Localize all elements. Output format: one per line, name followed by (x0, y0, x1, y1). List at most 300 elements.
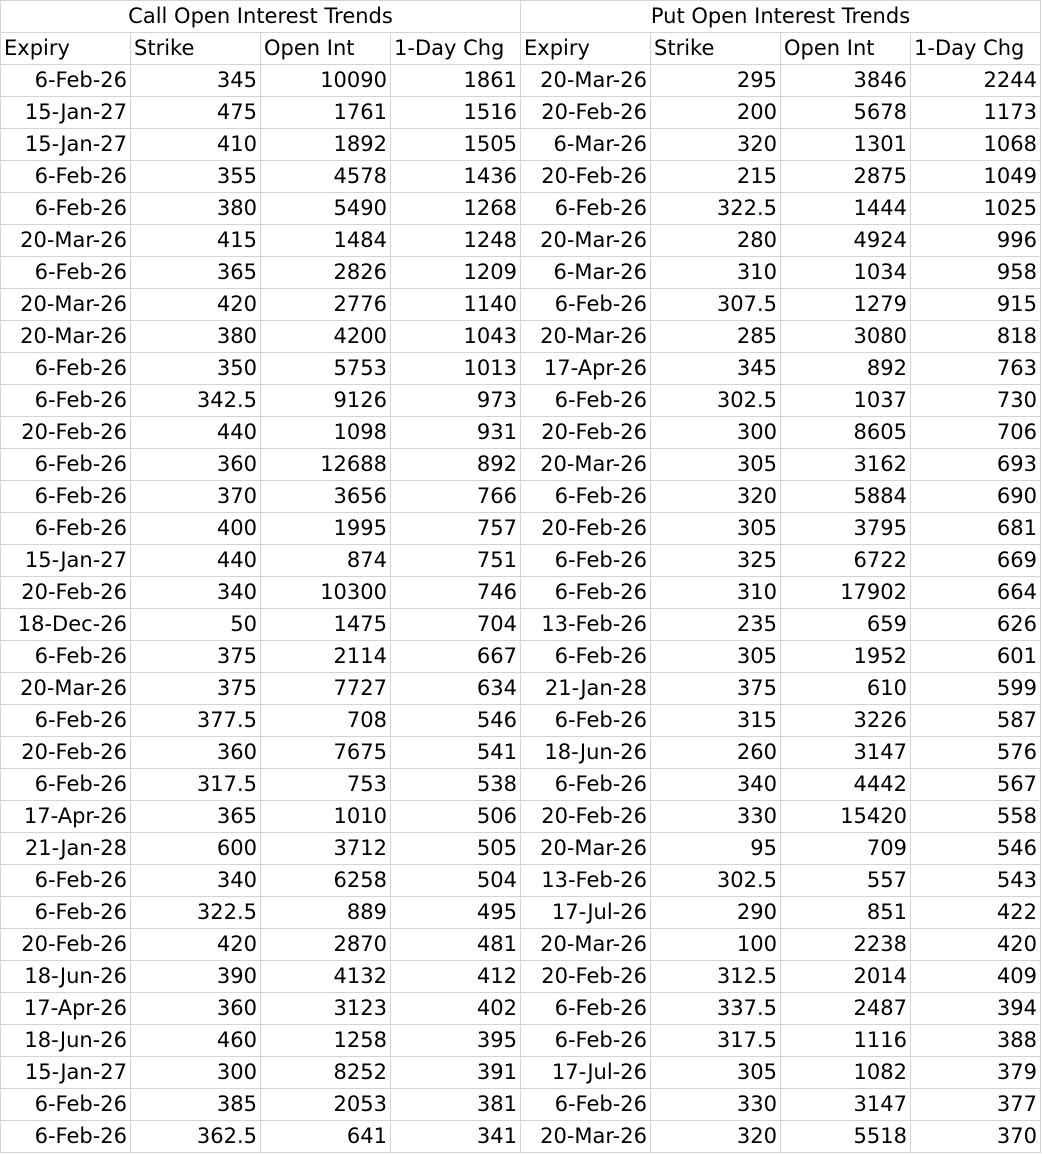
put-expiry-cell[interactable]: 6-Feb-26 (521, 641, 651, 673)
put-open-int-cell[interactable]: 8605 (781, 417, 911, 449)
call-open-int-cell[interactable]: 1484 (261, 225, 391, 257)
call-strike-cell[interactable]: 370 (131, 481, 261, 513)
put-expiry-cell[interactable]: 17-Jul-26 (521, 897, 651, 929)
table-row (1, 449, 1041, 481)
put-1-day-chg-cell[interactable]: 1049 (911, 161, 1041, 193)
header-row (1, 33, 1041, 65)
call-open-int-cell[interactable]: 4578 (261, 161, 391, 193)
call-open-int-cell[interactable]: 5753 (261, 353, 391, 385)
call-1-day-chg-cell[interactable]: 973 (391, 385, 521, 417)
call-open-int-cell[interactable]: 3123 (261, 993, 391, 1025)
put-strike-cell[interactable]: 337.5 (651, 993, 781, 1025)
put-strike-cell[interactable]: 305 (651, 641, 781, 673)
put-strike-cell[interactable]: 260 (651, 737, 781, 769)
call-strike-cell[interactable]: 355 (131, 161, 261, 193)
call-open-int-cell[interactable]: 889 (261, 897, 391, 929)
call-strike-cell[interactable]: 350 (131, 353, 261, 385)
call-expiry-cell[interactable]: 6-Feb-26 (1, 1121, 131, 1153)
call-open-int-cell[interactable]: 1995 (261, 513, 391, 545)
call-1-day-chg-cell[interactable]: 538 (391, 769, 521, 801)
call-expiry-cell[interactable]: 15-Jan-27 (1, 97, 131, 129)
put-strike-cell[interactable]: 302.5 (651, 385, 781, 417)
call-strike-cell[interactable]: 420 (131, 929, 261, 961)
call-expiry-cell[interactable]: 6-Feb-26 (1, 513, 131, 545)
put-expiry-cell[interactable]: 20-Feb-26 (521, 961, 651, 993)
call-open-int-cell[interactable]: 1475 (261, 609, 391, 641)
call-open-int-cell[interactable]: 6258 (261, 865, 391, 897)
put-open-int-cell[interactable]: 1444 (781, 193, 911, 225)
call-1-day-chg-cell[interactable]: 704 (391, 609, 521, 641)
put-expiry-cell[interactable]: 20-Feb-26 (521, 97, 651, 129)
put-strike-cell[interactable]: 305 (651, 449, 781, 481)
call-strike-cell[interactable]: 342.5 (131, 385, 261, 417)
put-1-day-chg-cell[interactable]: 576 (911, 737, 1041, 769)
put-expiry-cell[interactable]: 6-Feb-26 (521, 993, 651, 1025)
put-strike-cell[interactable]: 320 (651, 481, 781, 513)
call-open-int-cell[interactable]: 8252 (261, 1057, 391, 1089)
put-expiry-cell[interactable]: 13-Feb-26 (521, 865, 651, 897)
call-strike-cell[interactable]: 300 (131, 1057, 261, 1089)
put-1-day-chg-cell[interactable]: 388 (911, 1025, 1041, 1057)
call-strike-cell[interactable]: 390 (131, 961, 261, 993)
put-open-int-cell[interactable]: 1037 (781, 385, 911, 417)
put-1-day-chg-cell[interactable]: 915 (911, 289, 1041, 321)
put-open-int-cell[interactable]: 3846 (781, 65, 911, 97)
put-open-int-cell[interactable]: 3226 (781, 705, 911, 737)
call-1-day-chg-cell[interactable]: 506 (391, 801, 521, 833)
call-expiry-cell[interactable]: 6-Feb-26 (1, 865, 131, 897)
put-open-int-cell[interactable]: 557 (781, 865, 911, 897)
call-strike-cell[interactable]: 50 (131, 609, 261, 641)
call-open-int-cell[interactable]: 1892 (261, 129, 391, 161)
put-strike-cell[interactable]: 290 (651, 897, 781, 929)
put-1-day-chg-cell[interactable]: 818 (911, 321, 1041, 353)
call-expiry-cell[interactable]: 15-Jan-27 (1, 545, 131, 577)
put-open-int-cell[interactable]: 1116 (781, 1025, 911, 1057)
call-open-int-cell[interactable]: 874 (261, 545, 391, 577)
call-expiry-cell[interactable]: 18-Dec-26 (1, 609, 131, 641)
put-strike-cell[interactable]: 320 (651, 1121, 781, 1153)
call-open-int-header[interactable]: Open Int (261, 33, 391, 65)
call-open-int-cell[interactable]: 1098 (261, 417, 391, 449)
call-expiry-cell[interactable]: 20-Feb-26 (1, 929, 131, 961)
call-strike-header[interactable]: Strike (131, 33, 261, 65)
put-expiry-cell[interactable]: 20-Mar-26 (521, 65, 651, 97)
call-expiry-cell[interactable]: 18-Jun-26 (1, 961, 131, 993)
call-strike-cell[interactable]: 340 (131, 865, 261, 897)
table-row (1, 481, 1041, 513)
call-1-day-chg-cell[interactable]: 667 (391, 641, 521, 673)
put-open-int-cell[interactable]: 5518 (781, 1121, 911, 1153)
put-1-day-chg-cell[interactable]: 763 (911, 353, 1041, 385)
call-strike-cell[interactable]: 460 (131, 1025, 261, 1057)
put-open-int-cell[interactable]: 610 (781, 673, 911, 705)
call-expiry-cell[interactable]: 6-Feb-26 (1, 161, 131, 193)
call-1-day-chg-cell[interactable]: 541 (391, 737, 521, 769)
put-strike-cell[interactable]: 300 (651, 417, 781, 449)
table-row (1, 513, 1041, 545)
put-expiry-cell[interactable]: 17-Jul-26 (521, 1057, 651, 1089)
table-row (1, 161, 1041, 193)
call-1-day-chg-cell[interactable]: 1248 (391, 225, 521, 257)
put-1-day-chg-cell[interactable]: 546 (911, 833, 1041, 865)
put-strike-cell[interactable]: 100 (651, 929, 781, 961)
table-row (1, 929, 1041, 961)
call-1-day-chg-cell[interactable]: 504 (391, 865, 521, 897)
put-open-int-cell[interactable]: 15420 (781, 801, 911, 833)
call-strike-cell[interactable]: 340 (131, 577, 261, 609)
put-1-day-chg-cell[interactable]: 996 (911, 225, 1041, 257)
put-open-int-cell[interactable]: 5678 (781, 97, 911, 129)
call-strike-cell[interactable]: 360 (131, 993, 261, 1025)
put-1-day-chg-cell[interactable]: 567 (911, 769, 1041, 801)
call-open-int-cell[interactable]: 753 (261, 769, 391, 801)
put-strike-cell[interactable]: 330 (651, 1089, 781, 1121)
call-expiry-cell[interactable]: 20-Mar-26 (1, 289, 131, 321)
call-open-int-cell[interactable]: 12688 (261, 449, 391, 481)
put-open-int-cell[interactable]: 1952 (781, 641, 911, 673)
put-expiry-cell[interactable]: 20-Feb-26 (521, 801, 651, 833)
call-expiry-cell[interactable]: 20-Feb-26 (1, 737, 131, 769)
call-open-int-cell[interactable]: 1258 (261, 1025, 391, 1057)
put-strike-cell[interactable]: 325 (651, 545, 781, 577)
call-open-int-cell[interactable]: 2826 (261, 257, 391, 289)
put-1-day-chg-cell[interactable]: 377 (911, 1089, 1041, 1121)
call-strike-cell[interactable]: 375 (131, 673, 261, 705)
call-expiry-header[interactable]: Expiry (1, 33, 131, 65)
table-row (1, 673, 1041, 705)
put-1-day-chg-header[interactable]: 1-Day Chg (911, 33, 1041, 65)
put-expiry-cell[interactable]: 20-Mar-26 (521, 449, 651, 481)
put-strike-cell[interactable]: 95 (651, 833, 781, 865)
put-1-day-chg-cell[interactable]: 1025 (911, 193, 1041, 225)
call-strike-cell[interactable]: 345 (131, 65, 261, 97)
put-1-day-chg-cell[interactable]: 669 (911, 545, 1041, 577)
call-strike-cell[interactable]: 360 (131, 737, 261, 769)
call-strike-cell[interactable]: 420 (131, 289, 261, 321)
put-section-title[interactable]: Put Open Interest Trends (521, 1, 1041, 33)
call-open-int-cell[interactable]: 1010 (261, 801, 391, 833)
put-1-day-chg-cell[interactable]: 681 (911, 513, 1041, 545)
put-1-day-chg-cell[interactable]: 370 (911, 1121, 1041, 1153)
put-1-day-chg-cell[interactable]: 409 (911, 961, 1041, 993)
call-strike-cell[interactable]: 475 (131, 97, 261, 129)
put-strike-cell[interactable]: 295 (651, 65, 781, 97)
put-1-day-chg-cell[interactable]: 690 (911, 481, 1041, 513)
put-strike-header[interactable]: Strike (651, 33, 781, 65)
call-expiry-cell[interactable]: 6-Feb-26 (1, 353, 131, 385)
put-expiry-cell[interactable]: 20-Feb-26 (521, 513, 651, 545)
put-open-int-cell[interactable]: 17902 (781, 577, 911, 609)
call-strike-cell[interactable]: 385 (131, 1089, 261, 1121)
put-expiry-cell[interactable]: 20-Mar-26 (521, 929, 651, 961)
call-expiry-cell[interactable]: 15-Jan-27 (1, 129, 131, 161)
call-open-int-cell[interactable]: 4200 (261, 321, 391, 353)
call-1-day-chg-cell[interactable]: 402 (391, 993, 521, 1025)
call-1-day-chg-cell[interactable]: 892 (391, 449, 521, 481)
call-strike-cell[interactable]: 362.5 (131, 1121, 261, 1153)
call-expiry-cell[interactable]: 17-Apr-26 (1, 993, 131, 1025)
call-expiry-cell[interactable]: 18-Jun-26 (1, 1025, 131, 1057)
put-1-day-chg-cell[interactable]: 422 (911, 897, 1041, 929)
call-strike-cell[interactable]: 440 (131, 417, 261, 449)
put-1-day-chg-cell[interactable]: 379 (911, 1057, 1041, 1089)
put-open-int-header[interactable]: Open Int (781, 33, 911, 65)
call-strike-cell[interactable]: 410 (131, 129, 261, 161)
call-1-day-chg-cell[interactable]: 766 (391, 481, 521, 513)
call-1-day-chg-cell[interactable]: 381 (391, 1089, 521, 1121)
put-strike-cell[interactable]: 330 (651, 801, 781, 833)
put-expiry-cell[interactable]: 20-Mar-26 (521, 1121, 651, 1153)
put-strike-cell[interactable]: 215 (651, 161, 781, 193)
put-open-int-cell[interactable]: 1082 (781, 1057, 911, 1089)
put-1-day-chg-cell[interactable]: 601 (911, 641, 1041, 673)
call-1-day-chg-cell[interactable]: 931 (391, 417, 521, 449)
call-open-int-cell[interactable]: 3712 (261, 833, 391, 865)
call-strike-cell[interactable]: 317.5 (131, 769, 261, 801)
put-open-int-cell[interactable]: 3795 (781, 513, 911, 545)
call-1-day-chg-cell[interactable]: 341 (391, 1121, 521, 1153)
call-expiry-cell[interactable]: 6-Feb-26 (1, 449, 131, 481)
call-open-int-cell[interactable]: 2114 (261, 641, 391, 673)
put-1-day-chg-cell[interactable]: 2244 (911, 65, 1041, 97)
call-expiry-cell[interactable]: 6-Feb-26 (1, 769, 131, 801)
table-row (1, 129, 1041, 161)
call-1-day-chg-cell[interactable]: 1209 (391, 257, 521, 289)
call-1-day-chg-cell[interactable]: 505 (391, 833, 521, 865)
call-open-int-cell[interactable]: 2776 (261, 289, 391, 321)
call-section-title[interactable]: Call Open Interest Trends (1, 1, 521, 33)
put-expiry-cell[interactable]: 13-Feb-26 (521, 609, 651, 641)
put-strike-cell[interactable]: 320 (651, 129, 781, 161)
put-1-day-chg-cell[interactable]: 1068 (911, 129, 1041, 161)
put-open-int-cell[interactable]: 3080 (781, 321, 911, 353)
call-open-int-cell[interactable]: 7727 (261, 673, 391, 705)
put-strike-cell[interactable]: 340 (651, 769, 781, 801)
table-row (1, 801, 1041, 833)
call-1-day-chg-cell[interactable]: 395 (391, 1025, 521, 1057)
put-open-int-cell[interactable]: 2014 (781, 961, 911, 993)
put-expiry-cell[interactable]: 6-Mar-26 (521, 129, 651, 161)
put-expiry-cell[interactable]: 20-Feb-26 (521, 161, 651, 193)
put-expiry-cell[interactable]: 6-Feb-26 (521, 385, 651, 417)
call-1-day-chg-cell[interactable]: 1013 (391, 353, 521, 385)
call-1-day-chg-cell[interactable]: 1043 (391, 321, 521, 353)
call-expiry-cell[interactable]: 15-Jan-27 (1, 1057, 131, 1089)
put-open-int-cell[interactable]: 6722 (781, 545, 911, 577)
call-strike-cell[interactable]: 365 (131, 257, 261, 289)
put-open-int-cell[interactable]: 659 (781, 609, 911, 641)
put-1-day-chg-cell[interactable]: 706 (911, 417, 1041, 449)
put-expiry-cell[interactable]: 20-Feb-26 (521, 417, 651, 449)
put-1-day-chg-cell[interactable]: 1173 (911, 97, 1041, 129)
put-open-int-cell[interactable]: 3162 (781, 449, 911, 481)
table-row (1, 225, 1041, 257)
put-expiry-cell[interactable]: 18-Jun-26 (521, 737, 651, 769)
call-strike-cell[interactable]: 380 (131, 193, 261, 225)
call-1-day-chg-header[interactable]: 1-Day Chg (391, 33, 521, 65)
put-expiry-cell[interactable]: 6-Feb-26 (521, 705, 651, 737)
put-open-int-cell[interactable]: 1034 (781, 257, 911, 289)
call-open-int-cell[interactable]: 5490 (261, 193, 391, 225)
put-expiry-cell[interactable]: 6-Feb-26 (521, 545, 651, 577)
call-strike-cell[interactable]: 322.5 (131, 897, 261, 929)
put-strike-cell[interactable]: 312.5 (651, 961, 781, 993)
put-strike-cell[interactable]: 285 (651, 321, 781, 353)
call-expiry-cell[interactable]: 20-Mar-26 (1, 321, 131, 353)
call-open-int-cell[interactable]: 4132 (261, 961, 391, 993)
put-open-int-cell[interactable]: 851 (781, 897, 911, 929)
put-expiry-cell[interactable]: 6-Feb-26 (521, 1089, 651, 1121)
put-1-day-chg-cell[interactable]: 664 (911, 577, 1041, 609)
call-open-int-cell[interactable]: 641 (261, 1121, 391, 1153)
put-1-day-chg-cell[interactable]: 587 (911, 705, 1041, 737)
call-strike-cell[interactable]: 600 (131, 833, 261, 865)
put-strike-cell[interactable]: 302.5 (651, 865, 781, 897)
put-1-day-chg-cell[interactable]: 730 (911, 385, 1041, 417)
call-1-day-chg-cell[interactable]: 1268 (391, 193, 521, 225)
call-strike-cell[interactable]: 415 (131, 225, 261, 257)
call-expiry-cell[interactable]: 6-Feb-26 (1, 481, 131, 513)
call-open-int-cell[interactable]: 1761 (261, 97, 391, 129)
call-1-day-chg-cell[interactable]: 746 (391, 577, 521, 609)
put-open-int-cell[interactable]: 2875 (781, 161, 911, 193)
table-row (1, 993, 1041, 1025)
put-strike-cell[interactable]: 310 (651, 577, 781, 609)
table-row (1, 545, 1041, 577)
call-strike-cell[interactable]: 440 (131, 545, 261, 577)
call-expiry-cell[interactable]: 17-Apr-26 (1, 801, 131, 833)
call-1-day-chg-cell[interactable]: 546 (391, 705, 521, 737)
call-strike-cell[interactable]: 360 (131, 449, 261, 481)
table-row (1, 769, 1041, 801)
put-1-day-chg-cell[interactable]: 958 (911, 257, 1041, 289)
call-open-int-cell[interactable]: 2870 (261, 929, 391, 961)
call-expiry-cell[interactable]: 20-Mar-26 (1, 225, 131, 257)
put-open-int-cell[interactable]: 709 (781, 833, 911, 865)
put-open-int-cell[interactable]: 2238 (781, 929, 911, 961)
put-strike-cell[interactable]: 307.5 (651, 289, 781, 321)
put-expiry-cell[interactable]: 6-Mar-26 (521, 257, 651, 289)
put-open-int-cell[interactable]: 3147 (781, 1089, 911, 1121)
call-1-day-chg-cell[interactable]: 391 (391, 1057, 521, 1089)
call-1-day-chg-cell[interactable]: 1140 (391, 289, 521, 321)
call-1-day-chg-cell[interactable]: 1861 (391, 65, 521, 97)
call-strike-cell[interactable]: 377.5 (131, 705, 261, 737)
put-expiry-cell[interactable]: 17-Apr-26 (521, 353, 651, 385)
put-expiry-cell[interactable]: 20-Mar-26 (521, 225, 651, 257)
put-strike-cell[interactable]: 305 (651, 1057, 781, 1089)
put-expiry-cell[interactable]: 6-Feb-26 (521, 193, 651, 225)
call-1-day-chg-cell[interactable]: 751 (391, 545, 521, 577)
call-open-int-cell[interactable]: 10300 (261, 577, 391, 609)
put-strike-cell[interactable]: 310 (651, 257, 781, 289)
call-expiry-cell[interactable]: 6-Feb-26 (1, 257, 131, 289)
put-strike-cell[interactable]: 235 (651, 609, 781, 641)
call-open-int-cell[interactable]: 9126 (261, 385, 391, 417)
put-1-day-chg-cell[interactable]: 420 (911, 929, 1041, 961)
put-strike-cell[interactable]: 375 (651, 673, 781, 705)
call-1-day-chg-cell[interactable]: 412 (391, 961, 521, 993)
call-1-day-chg-cell[interactable]: 757 (391, 513, 521, 545)
call-expiry-cell[interactable]: 20-Feb-26 (1, 417, 131, 449)
call-1-day-chg-cell[interactable]: 634 (391, 673, 521, 705)
table-row (1, 353, 1041, 385)
call-expiry-cell[interactable]: 20-Feb-26 (1, 577, 131, 609)
put-strike-cell[interactable]: 317.5 (651, 1025, 781, 1057)
put-expiry-cell[interactable]: 6-Feb-26 (521, 577, 651, 609)
call-expiry-cell[interactable]: 6-Feb-26 (1, 1089, 131, 1121)
put-strike-cell[interactable]: 305 (651, 513, 781, 545)
call-expiry-cell[interactable]: 6-Feb-26 (1, 897, 131, 929)
table-row (1, 65, 1041, 97)
table-row (1, 321, 1041, 353)
put-expiry-cell[interactable]: 21-Jan-28 (521, 673, 651, 705)
call-open-int-cell[interactable]: 708 (261, 705, 391, 737)
call-open-int-cell[interactable]: 7675 (261, 737, 391, 769)
put-1-day-chg-cell[interactable]: 543 (911, 865, 1041, 897)
put-open-int-cell[interactable]: 5884 (781, 481, 911, 513)
call-strike-cell[interactable]: 380 (131, 321, 261, 353)
put-strike-cell[interactable]: 345 (651, 353, 781, 385)
put-strike-cell[interactable]: 322.5 (651, 193, 781, 225)
call-expiry-cell[interactable]: 20-Mar-26 (1, 673, 131, 705)
call-1-day-chg-cell[interactable]: 1516 (391, 97, 521, 129)
call-1-day-chg-cell[interactable]: 481 (391, 929, 521, 961)
table-row (1, 705, 1041, 737)
call-open-int-cell[interactable]: 2053 (261, 1089, 391, 1121)
call-strike-cell[interactable]: 375 (131, 641, 261, 673)
put-1-day-chg-cell[interactable]: 599 (911, 673, 1041, 705)
put-strike-cell[interactable]: 200 (651, 97, 781, 129)
call-strike-cell[interactable]: 400 (131, 513, 261, 545)
call-expiry-cell[interactable]: 6-Feb-26 (1, 385, 131, 417)
put-1-day-chg-cell[interactable]: 626 (911, 609, 1041, 641)
put-open-int-cell[interactable]: 2487 (781, 993, 911, 1025)
put-open-int-cell[interactable]: 3147 (781, 737, 911, 769)
call-1-day-chg-cell[interactable]: 1436 (391, 161, 521, 193)
put-expiry-cell[interactable]: 6-Feb-26 (521, 289, 651, 321)
call-expiry-cell[interactable]: 6-Feb-26 (1, 193, 131, 225)
call-expiry-cell[interactable]: 21-Jan-28 (1, 833, 131, 865)
put-expiry-cell[interactable]: 6-Feb-26 (521, 481, 651, 513)
put-1-day-chg-cell[interactable]: 693 (911, 449, 1041, 481)
call-1-day-chg-cell[interactable]: 495 (391, 897, 521, 929)
put-expiry-cell[interactable]: 20-Mar-26 (521, 321, 651, 353)
put-strike-cell[interactable]: 315 (651, 705, 781, 737)
put-open-int-cell[interactable]: 4442 (781, 769, 911, 801)
put-strike-cell[interactable]: 280 (651, 225, 781, 257)
table-row (1, 1089, 1041, 1121)
put-1-day-chg-cell[interactable]: 558 (911, 801, 1041, 833)
call-strike-cell[interactable]: 365 (131, 801, 261, 833)
put-open-int-cell[interactable]: 4924 (781, 225, 911, 257)
put-open-int-cell[interactable]: 1279 (781, 289, 911, 321)
put-1-day-chg-cell[interactable]: 394 (911, 993, 1041, 1025)
put-expiry-cell[interactable]: 6-Feb-26 (521, 1025, 651, 1057)
put-open-int-cell[interactable]: 892 (781, 353, 911, 385)
put-open-int-cell[interactable]: 1301 (781, 129, 911, 161)
call-open-int-cell[interactable]: 3656 (261, 481, 391, 513)
put-expiry-header[interactable]: Expiry (521, 33, 651, 65)
call-open-int-cell[interactable]: 10090 (261, 65, 391, 97)
put-expiry-cell[interactable]: 6-Feb-26 (521, 769, 651, 801)
call-expiry-cell[interactable]: 6-Feb-26 (1, 705, 131, 737)
call-1-day-chg-cell[interactable]: 1505 (391, 129, 521, 161)
call-expiry-cell[interactable]: 6-Feb-26 (1, 65, 131, 97)
call-expiry-cell[interactable]: 6-Feb-26 (1, 641, 131, 673)
put-expiry-cell[interactable]: 20-Mar-26 (521, 833, 651, 865)
